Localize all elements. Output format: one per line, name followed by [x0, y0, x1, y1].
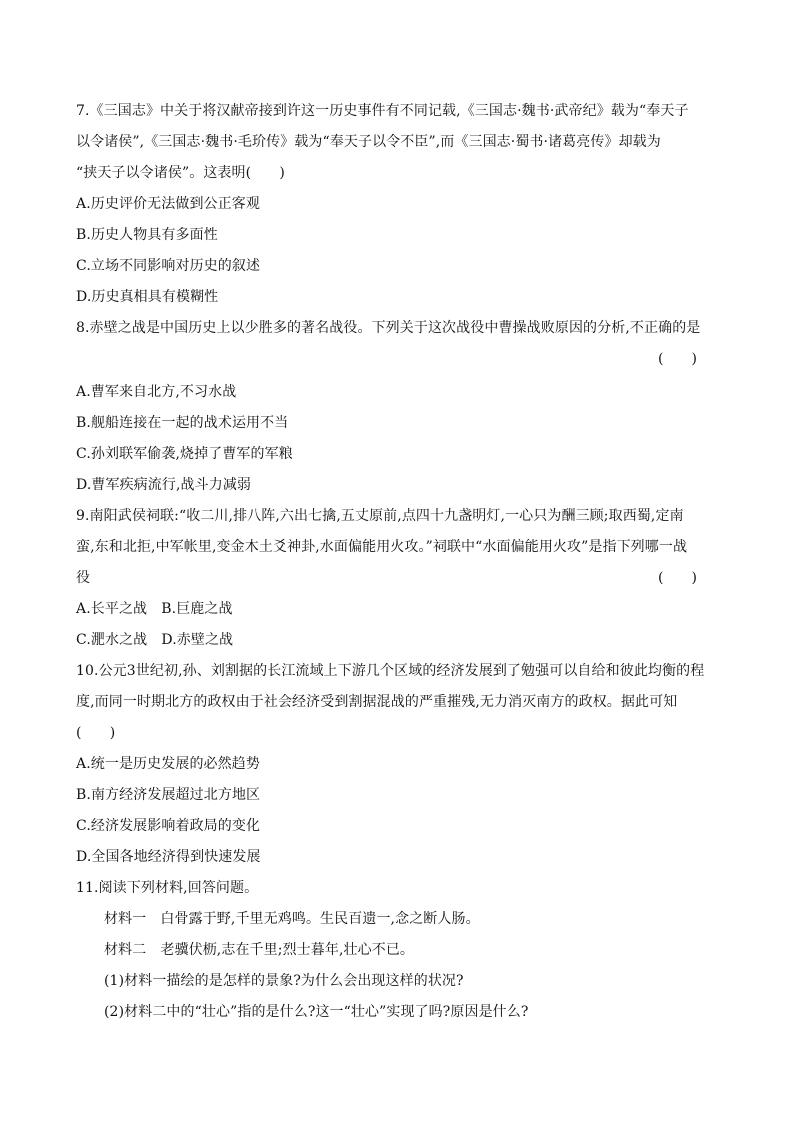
q9-options-row2: C.淝水之战 D.赤壁之战	[76, 632, 234, 648]
q8-option-d: D.曹军疾病流行,战斗力减弱	[76, 477, 252, 493]
q11-material-2: 材料二 老骥伏枥,志在千里;烈士暮年,壮心不已。	[104, 942, 415, 958]
q10-option-a: A.统一是历史发展的必然趋势	[76, 756, 260, 772]
q9-stem-line2: 蛮,东和北拒,中军帐里,变金木土爻神卦,水面偏能用火攻。”祠联中“水面偏能用火攻”是指下列哪一战	[76, 539, 688, 555]
q10-stem-line3: ( )	[76, 725, 116, 741]
q10-stem-line2: 度,而同一时期北方的政权由于社会经济受到割据混战的严重摧残,无力消灭南方的政权。据此可知	[76, 694, 678, 710]
q8-answer-bracket: ( )	[658, 351, 697, 367]
q9-stem-line1: 9.南阳武侯祠联:“收二川,排八阵,六出七擒,五丈原前,点四十九盏明灯,一心只为酬三顾;取西蜀,定南	[76, 508, 684, 524]
q11-subquestion-2: (2)材料二中的“壮心”指的是什么?这一“壮心”实现了吗?原因是什么?	[104, 1004, 529, 1020]
q10-stem-line1: 10.公元3世纪初,孙、刘割据的长江流域上下游几个区域的经济发展到了勉强可以自给和彼此均衡的程	[76, 663, 705, 679]
q10-option-d: D.全国各地经济得到快速发展	[76, 849, 261, 865]
q7-option-b: B.历史人物具有多面性	[76, 227, 218, 243]
q10-option-b: B.南方经济发展超过北方地区	[76, 787, 261, 803]
q11-stem: 11.阅读下列材料,回答问题。	[76, 880, 259, 896]
q7-option-d: D.历史真相具有模糊性	[76, 289, 219, 305]
q7-option-c: C.立场不同影响对历史的叙述	[76, 258, 261, 274]
q11-subquestion-1: (1)材料一描绘的是怎样的景象?为什么会出现这样的状况?	[104, 973, 464, 989]
q7-stem-line3: “挟天子以令诸侯”。这表明( )	[76, 165, 285, 181]
q8-option-b: B.舰船连接在一起的战术运用不当	[76, 415, 289, 431]
q8-option-a: A.曹军来自北方,不习水战	[76, 384, 237, 400]
q7-stem-line1: 7.《三国志》中关于将汉献帝接到许这一历史事件有不同记载,《三国志·魏书·武帝纪》载为“奉天子	[76, 103, 689, 119]
q8-stem-line1: 8.赤壁之战是中国历史上以少胜多的著名战役。下列关于这次战役中曹操战败原因的分析,不正确的是	[76, 320, 701, 336]
q11-material-1: 材料一 白骨露于野,千里无鸡鸣。生民百遗一,念之断人肠。	[104, 911, 480, 927]
q7-stem-line2: 以令诸侯”,《三国志·魏书·毛玠传》载为“奉天子以令不臣”,而《三国志·蜀书·诸葛亮传》却载为	[76, 134, 661, 150]
q7-option-a: A.历史评价无法做到公正客观	[76, 196, 260, 212]
q9-options-row1: A.长平之战 B.巨鹿之战	[76, 601, 233, 617]
q8-option-c: C.孙刘联军偷袭,烧掉了曹军的军粮	[76, 446, 293, 462]
q9-stem-line3: 役	[76, 570, 91, 586]
q9-answer-bracket: ( )	[658, 570, 697, 586]
q10-option-c: C.经济发展影响着政局的变化	[76, 818, 261, 834]
